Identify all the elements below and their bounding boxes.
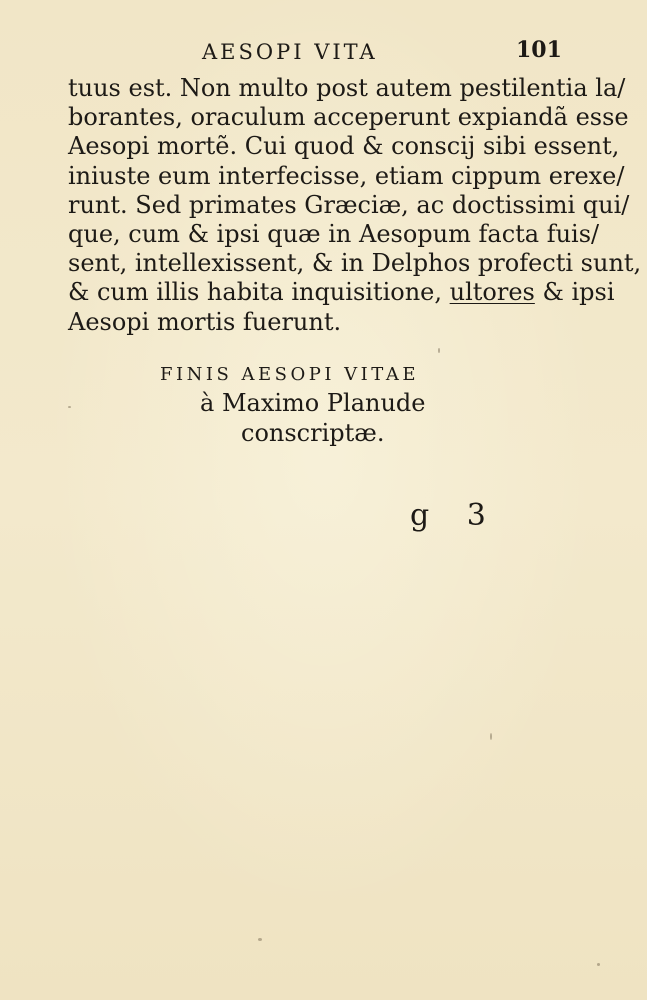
text-line: iniuste eum interfecisse, etiam cippum erexe/ bbox=[68, 161, 625, 190]
colophon-title: FINIS AESOPI VITAE bbox=[160, 364, 419, 385]
text-line: que, cum & ipsi quæ in Aesopum facta fuis/ bbox=[68, 219, 600, 248]
page-number: 101 bbox=[516, 37, 562, 63]
text-line bbox=[68, 278, 615, 307]
paper-speck bbox=[597, 963, 600, 966]
paper-speck bbox=[490, 733, 492, 740]
text-segment: & cum illis habita inquisitione, bbox=[68, 278, 450, 307]
paper-speck bbox=[438, 348, 440, 353]
paper-speck bbox=[68, 406, 71, 408]
signature-mark: g 3 bbox=[410, 498, 500, 533]
text-line: Aesopi mortẽ. Cui quod & conscij sibi essent, bbox=[68, 132, 620, 161]
text-line: Aesopi mortis fuerunt. bbox=[68, 307, 342, 336]
colophon-author: à Maximo Planude bbox=[200, 389, 426, 417]
text-line: runt. Sed primates Græciæ, ac doctissimi qui/ bbox=[68, 190, 630, 219]
text-segment: & ipsi bbox=[534, 278, 615, 307]
running-head: AESOPI VITA bbox=[202, 40, 378, 64]
text-line: tuus est. Non multo post autem pestilentia la/ bbox=[68, 74, 626, 102]
paper-speck bbox=[258, 938, 262, 941]
text-line: sent, intellexissent, & in Delphos profecti sunt, bbox=[68, 249, 642, 278]
text-line: borantes, oraculum acceperunt expiandã esse bbox=[68, 103, 629, 132]
colophon-end: conscriptæ. bbox=[241, 419, 385, 447]
body-text bbox=[68, 74, 642, 337]
underlined-word: ultores bbox=[449, 278, 535, 307]
